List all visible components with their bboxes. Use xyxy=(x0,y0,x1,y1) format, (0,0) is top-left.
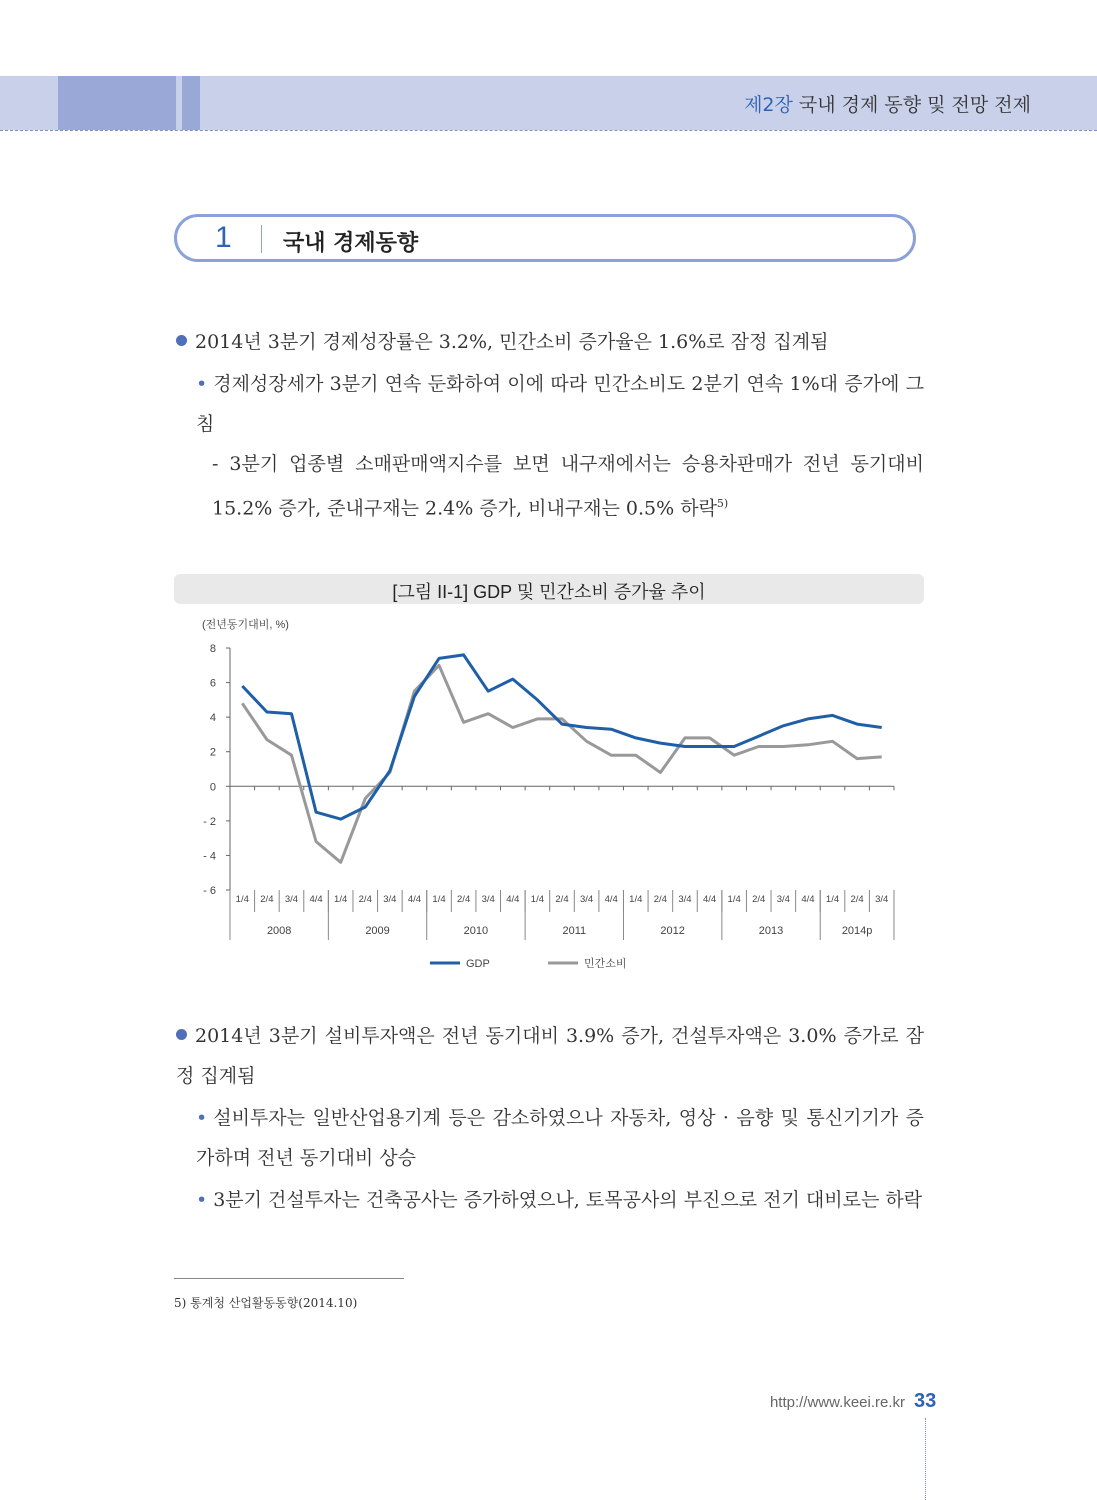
series-line-gdp xyxy=(242,655,881,819)
year-label: 2013 xyxy=(758,925,784,937)
bullet-dot-icon: • xyxy=(196,1189,208,1211)
year-label: 2012 xyxy=(660,925,685,937)
y-axis-label: (전년동기대비, %) xyxy=(202,619,289,631)
quarter-label: 3/4 xyxy=(284,894,299,905)
legend-label: GDP xyxy=(466,958,490,970)
quarter-label: 2/4 xyxy=(358,894,372,905)
footnote-rule xyxy=(174,1278,404,1279)
figure-caption: [그림 II-1] GDP 및 민간소비 증가율 추이 xyxy=(392,582,706,602)
year-label: 2014p xyxy=(841,925,873,937)
dash-icon: - xyxy=(212,453,230,475)
y-tick-label: - 6 xyxy=(203,885,216,897)
running-header xyxy=(744,90,1031,117)
quarter-label: 3/4 xyxy=(875,894,889,905)
header-accent-block xyxy=(58,76,176,130)
quarter-label: 3/4 xyxy=(579,894,594,905)
quarter-label: 4/4 xyxy=(506,894,520,905)
year-label: 2008 xyxy=(266,925,292,937)
quarter-label: 3/4 xyxy=(481,894,495,905)
quarter-label: 2/4 xyxy=(260,894,274,905)
bullet-1-1 xyxy=(196,364,924,444)
line-chart xyxy=(174,610,924,980)
year-label: 2010 xyxy=(463,925,489,937)
quarter-label: 2/4 xyxy=(653,894,667,905)
bullet-dot-icon xyxy=(176,1029,187,1040)
quarter-label: 2/4 xyxy=(457,894,471,905)
quarter-label: 2/4 xyxy=(850,894,864,905)
bullet-dot-icon xyxy=(176,335,187,346)
footnote-ref[interactable]: 5) xyxy=(716,497,729,510)
y-tick-label: 0 xyxy=(209,781,216,794)
paragraph-1-text: 2014년 3분기 경제성장률은 3.2%, 민간소비 증가율은 1.6%로 잠정 집계됨 xyxy=(195,331,829,353)
footnote: 5) 통계청 산업활동동향(2014.10) xyxy=(174,1296,358,1310)
quarter-label: 4/4 xyxy=(702,894,717,905)
bullet-2-1 xyxy=(196,1098,924,1178)
page-number: 33 xyxy=(914,1390,937,1412)
quarter-label: 3/4 xyxy=(383,894,397,905)
header-divider xyxy=(0,130,1097,131)
series-lines xyxy=(242,655,881,862)
year-label: 2009 xyxy=(365,925,390,937)
y-tick-label: 8 xyxy=(209,643,216,655)
paragraph-1 xyxy=(176,322,924,362)
year-label: 2011 xyxy=(562,925,587,937)
quarter-label: 1/4 xyxy=(727,894,741,905)
chapter-title: 국내 경제 동향 및 전망 전제 xyxy=(798,94,1031,116)
section-title: 국내 경제동향 xyxy=(283,231,419,256)
bullet-2-2 xyxy=(196,1180,924,1220)
legend xyxy=(430,956,627,970)
quarter-label: 2/4 xyxy=(752,894,766,905)
bullet-2-2-text: 3분기 건설투자는 건축공사는 증가하였으나, 토목공사의 부진으로 전기 대비로는 하락 xyxy=(213,1189,923,1211)
header-accent-stripe xyxy=(182,76,200,130)
y-tick-label: 4 xyxy=(209,712,216,725)
paragraph-2-text: 2014년 3분기 설비투자액은 전년 동기대비 3.9% 증가, 건설투자액은 3.0% 증가로 잠정 집계됨 xyxy=(176,1025,924,1087)
site-url[interactable]: http://www.keei.re.kr xyxy=(769,1394,905,1411)
quarter-label: 1/4 xyxy=(334,894,348,905)
quarter-label: 4/4 xyxy=(801,894,815,905)
quarter-label: 3/4 xyxy=(678,894,692,905)
y-tick-label: - 4 xyxy=(203,850,216,863)
quarter-label: 2/4 xyxy=(555,894,569,905)
y-tick-label: 6 xyxy=(209,677,216,690)
y-axis xyxy=(203,643,230,897)
quarter-label: 1/4 xyxy=(629,894,643,905)
bullet-2-1-text: 설비투자는 일반산업용기계 등은 감소하였으나 자동차, 영상 · 음향 및 통신기기가 증가하며 전년 동기대비 상승 xyxy=(196,1107,924,1169)
quarter-label: 1/4 xyxy=(825,894,840,905)
chapter-label: 제2장 xyxy=(744,94,793,116)
section-number: 1 xyxy=(215,221,232,254)
legend-label: 민간소비 xyxy=(584,958,627,970)
bullet-1-2 xyxy=(212,444,924,528)
quarter-label: 1/4 xyxy=(432,894,446,905)
paragraph-2 xyxy=(176,1016,924,1096)
bullet-dot-icon: • xyxy=(196,1107,208,1129)
bullet-dot-icon: • xyxy=(196,373,208,395)
bullet-1-1-text: 경제성장세가 3분기 연속 둔화하여 이에 따라 민간소비도 2분기 연속 1%대 증가에 그침 xyxy=(196,373,924,435)
quarter-label: 1/4 xyxy=(235,894,249,905)
x-axis-quarters xyxy=(236,890,889,912)
figure-caption-bar xyxy=(174,574,924,604)
y-tick-label: - 2 xyxy=(203,815,216,828)
series-line-consumption xyxy=(242,665,881,862)
section-divider xyxy=(261,225,262,253)
quarter-label: 1/4 xyxy=(530,894,545,905)
quarter-label: 4/4 xyxy=(407,894,422,905)
quarter-label: 4/4 xyxy=(604,894,618,905)
bullet-1-2-text: 3분기 업종별 소매판매액지수를 보면 내구재에서는 승용차판매가 전년 동기대비 15.2% 증가, 준내구재는 2.4% 증가, 비내구재는 0.5% 하락 xyxy=(212,453,924,520)
page-dotted-rule xyxy=(925,1418,926,1500)
quarter-label: 3/4 xyxy=(776,894,790,905)
section-heading xyxy=(174,214,916,262)
y-tick-label: 2 xyxy=(209,746,216,759)
quarter-label: 4/4 xyxy=(309,894,323,905)
